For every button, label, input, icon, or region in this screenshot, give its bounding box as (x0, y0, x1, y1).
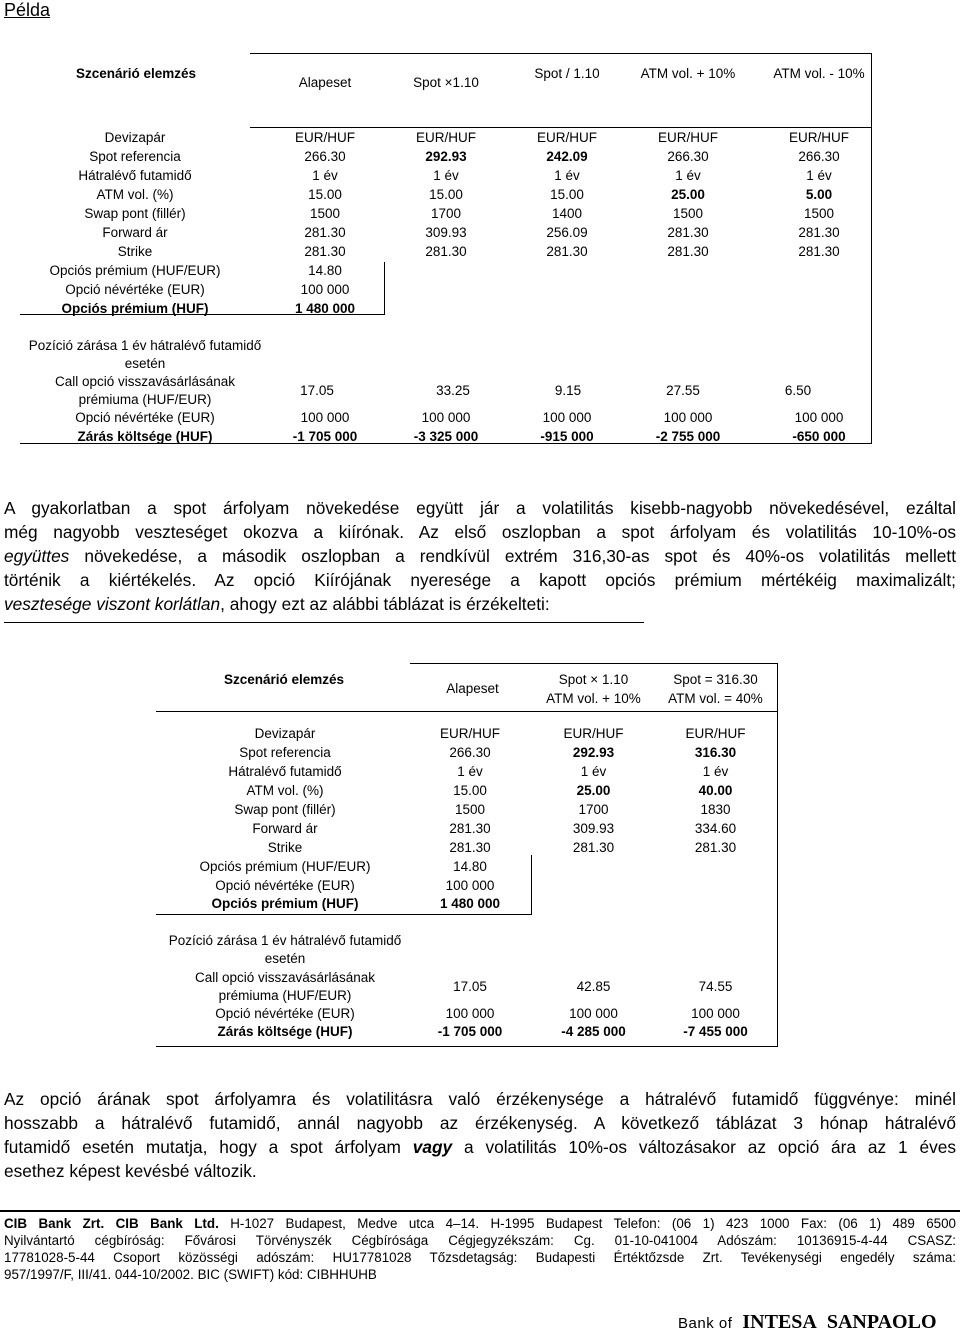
footer-line: 957/1997/F, III/41. 044-10/2002. BIC (SWIFT) kód: CIBHHUHB (4, 1267, 377, 1282)
table2-header: ATM vol. + 10% (546, 691, 641, 706)
table1-row-label: Opciós prémium (HUF) (61, 301, 209, 316)
table2-row-label: Swap pont (fillér) (234, 802, 336, 817)
paragraph-1-line: még nagyobb veszteséget okozva a kiírónak. Az első oszlopban a spot árfolyam és volatilitás 10-10%-os (4, 522, 956, 542)
table1-premium-border (384, 262, 385, 314)
table2-row-label: Hátralévő futamidő (228, 764, 342, 779)
table2-cost-value: -1 705 000 (437, 1024, 503, 1039)
table1-cost-value: -2 755 000 (655, 429, 721, 444)
table1-cell: 266.30 (304, 149, 346, 164)
table1-cell: 15.00 (308, 187, 342, 202)
table1-header: Spot ×1.10 (413, 75, 479, 90)
table2-close-label: esetén (264, 951, 306, 966)
table1-cell: 266.30 (667, 149, 709, 164)
table2-bottom-border (156, 1046, 778, 1047)
footer-line: 17781028-5-44 Csoport közösségi adószám: HU17781028 Tőzsdetagság: Budapesti Értéktőzsde Zrt. Tevékenységi engedély száma: (4, 1250, 956, 1265)
table1-close-label: esetén (124, 356, 166, 371)
paragraph-1-text: növekedése, a második oszlopban a rendkívül extrém 316,30-as spot és 40%-os volatilitás mellett (69, 546, 956, 566)
table2-cell: 281.30 (694, 840, 737, 855)
table2-cell: 15.00 (453, 783, 487, 798)
footer-line (4, 1215, 956, 1232)
table2-notional-value: 100 000 (691, 1006, 740, 1021)
table1-call-value: 9.15 (554, 383, 582, 398)
table2-cell: 1 év (457, 764, 483, 779)
table1-row-label: Strike (117, 244, 153, 259)
table2-cell: 1 év (580, 764, 607, 779)
table1-cell: 14.80 (308, 263, 342, 278)
table1-row-label: ATM vol. (%) (96, 187, 174, 202)
footer-line: Nyilvántartó cégbíróság: Fővárosi Törvényszék Cégbírósága Cégjegyzékszám: Cg. 01-10-041004 Adószám: 10136915-4-44 CSASZ: (4, 1233, 956, 1248)
table1-cell: 281.30 (425, 244, 467, 259)
footer-rule (0, 1210, 960, 1212)
table1-right-border (871, 53, 872, 128)
footer-address: H-1027 Budapest, Medve utca 4–14. H-1995 Budapest Telefon: (06 1) 423 1000 Fax: (06 1) 489 6500 (218, 1216, 956, 1231)
table2-cell: 1500 (454, 802, 486, 817)
table1-call-label: Call opció visszavásárlásának (54, 374, 236, 389)
table2-title: Szcenárió elemzés (224, 672, 345, 687)
table1-title: Szcenárió elemzés (76, 66, 197, 81)
paragraph-2-emphasis: vagy (412, 1137, 453, 1157)
table1-cell: 256.09 (546, 225, 588, 240)
table1-row-label: Devizapár (104, 130, 166, 145)
table2-cell: 40.00 (698, 783, 733, 798)
table1-call-value: 17.05 (300, 383, 334, 398)
table2-notional-value: 100 000 (445, 1006, 495, 1021)
page-heading: Példa (4, 0, 51, 20)
table2-cell: 266.30 (449, 745, 491, 760)
table1-cell: 309.93 (425, 225, 467, 240)
table1-row-label: Opció névértéke (EUR) (65, 282, 205, 297)
table2-header: ATM vol. = 40% (668, 691, 763, 706)
table1-row-label: Swap pont (fillér) (84, 206, 186, 221)
table2-cost-value: -7 455 000 (683, 1024, 748, 1039)
table2-notional-value: 100 000 (569, 1006, 618, 1021)
table1-row-label: Forward ár (102, 225, 168, 240)
table2-cost-label: Zárás költsége (HUF) (217, 1024, 353, 1039)
table1-cell: 242.09 (546, 149, 588, 164)
table2-header: Spot × 1.10 (558, 672, 629, 687)
paragraph-2-text: a volatilitás 10%-os változásakor az opció ára az 1 éves (452, 1137, 956, 1157)
table2-call-value: 17.05 (453, 979, 487, 994)
table1-cell: 15.00 (550, 187, 584, 202)
table1-row-label: Opciós prémium (HUF/EUR) (49, 263, 221, 278)
table1-notional-value: 100 000 (542, 410, 592, 425)
table2-cell: EUR/HUF (563, 726, 624, 741)
paragraph-1-text: , ahogy ezt az alábbi táblázat is érzékelteti: (220, 594, 550, 614)
table2-header: Spot = 316.30 (673, 672, 758, 687)
table2-top-border (410, 663, 778, 664)
table1-cost-value: -3 325 000 (413, 429, 479, 444)
table2-notional-label: Opció névértéke (EUR) (215, 1006, 355, 1021)
table1-cell: 281.30 (304, 244, 346, 259)
table1-cell: 292.93 (425, 149, 467, 164)
logo-intesa: INTESA (742, 1311, 817, 1333)
table2-row-label: Strike (267, 840, 303, 855)
table2-cell: 1700 (578, 802, 609, 817)
table1-notional-label: Opció névértéke (EUR) (75, 410, 215, 425)
table1-cell: 5.00 (805, 187, 833, 202)
table1-cell: 1500 (309, 206, 341, 221)
table2-cell: EUR/HUF (440, 726, 500, 741)
table1-notional-value: 100 000 (663, 410, 713, 425)
table1-call-label: prémiuma (HUF/EUR) (78, 392, 212, 407)
table1-header: ATM vol. - 10% (773, 66, 865, 81)
table1-cell: EUR/HUF (658, 130, 718, 145)
paragraph-2-line: Az opció árának spot árfolyamra és volatilitásra való érzékenysége a hátralévő futamidő függvénye: minél (4, 1089, 956, 1109)
table1-cell: 1 év (554, 168, 580, 183)
table2-premium-bottom (156, 914, 532, 915)
table2-row-label: Opciós prémium (HUF) (211, 896, 359, 911)
paragraph-2-line: esethez képest kevésbé változik. (4, 1161, 257, 1181)
bank-logo (678, 1311, 937, 1334)
paragraph-1-underline (4, 622, 644, 623)
paragraph-1 (4, 496, 956, 616)
table2-cell: 14.80 (453, 859, 487, 874)
table2-cell: 334.60 (694, 821, 737, 836)
table1-cell: 1 év (433, 168, 459, 183)
table1-cell: 1500 (803, 206, 835, 221)
table1-cell: 1400 (551, 206, 583, 221)
paragraph-2 (4, 1087, 956, 1183)
table2-call-value: 42.85 (576, 979, 611, 994)
table1-notional-value: 100 000 (794, 410, 844, 425)
table1-cell: 281.30 (667, 225, 709, 240)
table1-cell: 281.30 (798, 225, 840, 240)
table2-call-label: Call opció visszavásárlásának (194, 970, 376, 985)
table2-row-label: ATM vol. (%) (246, 783, 324, 798)
table2-row-label: Spot referencia (239, 745, 331, 760)
table1-cell: EUR/HUF (416, 130, 476, 145)
table2-cost-value: -4 285 000 (561, 1024, 626, 1039)
table1-cell: 1 480 000 (294, 301, 356, 316)
footer (4, 1215, 956, 1283)
footer-company: CIB Bank Zrt. (4, 1216, 105, 1231)
table2-call-value: 74.55 (698, 979, 733, 994)
table2-cell: 1 év (702, 764, 729, 779)
paragraph-1-line: A gyakorlatban a spot árfolyam növekedése együtt jár a volatilitás kisebb-nagyobb növekedésével, ezáltal (4, 498, 956, 518)
table2-cell: 316.30 (694, 745, 737, 760)
table2-premium-border (531, 855, 532, 914)
table1-header: Spot / 1.10 (534, 66, 600, 81)
table1-cell: 1500 (672, 206, 704, 221)
table1-cell: 1 év (312, 168, 338, 183)
table1-cell: EUR/HUF (789, 130, 849, 145)
table2-call-label: prémiuma (HUF/EUR) (218, 988, 352, 1003)
paragraph-2-line: hosszabb a hátralévő futamidő, annál nagyobb az érzékenység. A következő táblázat 3 hónap hátralévő (4, 1113, 956, 1133)
table1-row-label: Spot referencia (89, 149, 181, 164)
paragraph-1-line: történik a kiértékelés. Az opció Kiírójának nyeresége a kapott opciós prémium mértékéig maximalizált; (4, 570, 956, 590)
table2-cell: EUR/HUF (685, 726, 746, 741)
table1-cell: 281.30 (546, 244, 588, 259)
table1-cell: 281.30 (798, 244, 840, 259)
table1-top-border (250, 53, 872, 54)
paragraph-1-emphasis: vesztesége viszont korlátlan (4, 594, 221, 614)
table1-close-label: Pozíció zárása 1 év hátralévő futamidő (28, 338, 262, 353)
table1-cost-value: -650 000 (792, 429, 846, 444)
table2-close-label: Pozíció zárása 1 év hátralévő futamidő (168, 933, 402, 948)
footer-company-en: CIB Bank Ltd. (115, 1216, 219, 1231)
table2-cell: 25.00 (576, 783, 611, 798)
table1-cost-value: -1 705 000 (292, 429, 358, 444)
table2-header-border (156, 711, 778, 712)
table1-notional-value: 100 000 (421, 410, 471, 425)
paragraph-1-line (4, 592, 956, 616)
table1-cell: 266.30 (798, 149, 840, 164)
table1-cell: EUR/HUF (537, 130, 597, 145)
table1-header: ATM vol. + 10% (640, 66, 736, 81)
table1-cell: 281.30 (304, 225, 346, 240)
logo-sanpaolo: SANPAOLO (826, 1311, 937, 1333)
paragraph-1-emphasis: együttes (4, 546, 70, 566)
table1-cell: 1 év (806, 168, 832, 183)
table2-row-label: Devizapár (254, 726, 316, 741)
table1-call-value: 27.55 (666, 383, 700, 398)
table1-notional-value: 100 000 (300, 410, 350, 425)
table1-row-label: Hátralévő futamidő (78, 168, 192, 183)
table1-cost-label: Zárás költsége (HUF) (77, 429, 213, 444)
table1-call-value: 6.50 (784, 383, 812, 398)
table2-cell: 281.30 (572, 840, 615, 855)
table2-header: Alapeset (446, 681, 499, 696)
logo-bank-of: Bank of (678, 1315, 733, 1332)
table1-cell: 100 000 (300, 282, 350, 297)
table2-cell: 309.93 (572, 821, 615, 836)
table1-cell: 1700 (430, 206, 462, 221)
table1-header-border (250, 127, 872, 128)
table2-cell: 1830 (700, 802, 731, 817)
paragraph-2-line (4, 1135, 956, 1159)
table1-cell: 25.00 (671, 187, 705, 202)
table2-cell: 1 480 000 (439, 896, 501, 911)
table2-cell: 281.30 (449, 821, 491, 836)
table1-cost-value: -915 000 (540, 429, 594, 444)
table1-cell: 15.00 (429, 187, 463, 202)
table1-cell: 1 év (675, 168, 701, 183)
table1-header: Alapeset (298, 75, 352, 90)
table2-cell: 100 000 (445, 878, 495, 893)
table2-row-label: Opciós prémium (HUF/EUR) (199, 859, 371, 874)
table2-row-label: Forward ár (252, 821, 318, 836)
table2-cell: 292.93 (572, 745, 615, 760)
paragraph-1-line (4, 544, 956, 568)
table1-cell: EUR/HUF (295, 130, 355, 145)
table2-row-label: Opció névértéke (EUR) (215, 878, 355, 893)
table1-call-value: 33.25 (436, 383, 470, 398)
paragraph-2-text: futamidő esetén mutatja, hogy a spot árfolyam (4, 1137, 413, 1157)
table2-cell: 281.30 (449, 840, 491, 855)
table1-cell: 281.30 (667, 244, 709, 259)
